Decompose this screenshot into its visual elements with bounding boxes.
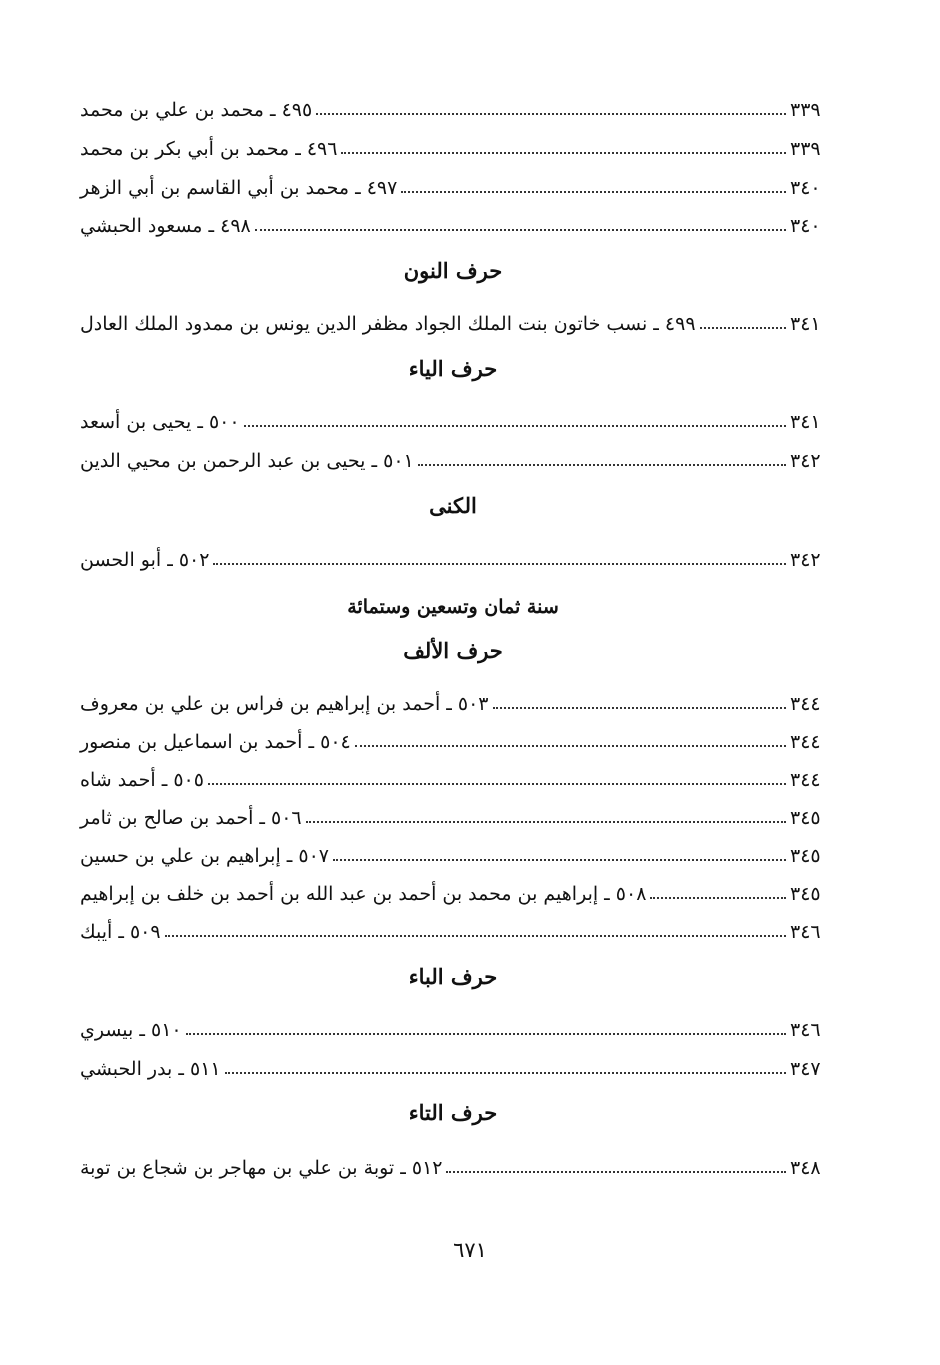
entry-page-number: ٣٣٩ bbox=[790, 99, 821, 121]
index-entry bbox=[76, 439, 830, 473]
entry-title: ٥٠٩ ـ أيبك bbox=[80, 921, 161, 943]
index-entry bbox=[76, 1146, 830, 1180]
section-heading: حرف التاء bbox=[408, 1100, 498, 1125]
index-entry bbox=[76, 758, 830, 792]
leader-dots bbox=[225, 1072, 786, 1074]
entry-page-number: ٣٤٢ bbox=[790, 549, 821, 571]
entry-page-number: ٣٣٩ bbox=[790, 138, 821, 160]
leader-dots bbox=[244, 425, 786, 427]
entry-title: ٥٠٤ ـ أحمد بن اسماعيل بن منصور bbox=[80, 731, 351, 753]
entry-title: ٤٩٥ ـ محمد بن علي بن محمد bbox=[80, 99, 313, 121]
leader-dots bbox=[341, 152, 786, 154]
entry-page-number: ٣٤٦ bbox=[790, 1019, 821, 1041]
entry-title: ٤٩٧ ـ محمد بن أبي القاسم بن أبي الزهر bbox=[80, 177, 398, 199]
entry-page-number: ٣٤٤ bbox=[790, 693, 821, 715]
entry-title: ٥١٢ ـ توبة بن علي بن مهاجر بن شجاع بن توبة bbox=[80, 1157, 443, 1179]
page-number-footer: ٦٧١ bbox=[453, 1238, 487, 1262]
entry-title: ٥٠٠ ـ يحيى بن أسعد bbox=[80, 411, 240, 433]
index-entry bbox=[76, 796, 830, 830]
leader-dots bbox=[333, 859, 786, 861]
leader-dots bbox=[650, 897, 786, 899]
year-heading: سنة ثمان وتسعين وستمائة bbox=[347, 596, 559, 618]
index-entry bbox=[76, 720, 830, 754]
entry-title: ٤٩٦ ـ محمد بن أبي بكر بن محمد bbox=[80, 138, 338, 160]
entry-title: ٤٩٨ ـ مسعود الحبشي bbox=[80, 215, 251, 237]
entry-page-number: ٣٤٠ bbox=[790, 177, 821, 199]
index-entry bbox=[76, 1008, 830, 1042]
entry-title: ٥١٠ ـ بيسري bbox=[80, 1019, 182, 1041]
section-heading: حرف الباء bbox=[408, 964, 498, 989]
leader-dots bbox=[316, 113, 786, 115]
entry-page-number: ٣٤٨ bbox=[790, 1157, 821, 1179]
leader-dots bbox=[700, 327, 786, 329]
leader-dots bbox=[446, 1171, 786, 1173]
entry-title: ٥٠٢ ـ أبو الحسن bbox=[80, 549, 210, 571]
entry-page-number: ٣٤٥ bbox=[790, 845, 821, 867]
entry-title: ٥٠٦ ـ أحمد بن صالح بن ثامر bbox=[80, 807, 302, 829]
leader-dots bbox=[355, 745, 786, 747]
leader-dots bbox=[493, 707, 786, 709]
leader-dots bbox=[418, 464, 786, 466]
entry-page-number: ٣٤١ bbox=[790, 411, 821, 433]
entry-title: ٥٠٥ ـ أحمد شاه bbox=[80, 769, 204, 791]
entry-page-number: ٣٤٠ bbox=[790, 215, 821, 237]
section-heading: حرف الألف bbox=[403, 638, 503, 663]
leader-dots bbox=[255, 229, 786, 231]
entry-title: ٤٩٩ ـ نسب خاتون بنت الملك الجواد مظفر الدين يونس بن ممدود الملك العادل bbox=[80, 313, 696, 335]
entry-page-number: ٣٤٤ bbox=[790, 769, 821, 791]
leader-dots bbox=[186, 1033, 786, 1035]
index-entry bbox=[76, 166, 830, 200]
index-entry bbox=[76, 872, 830, 906]
index-entry bbox=[76, 400, 830, 434]
index-entry bbox=[76, 682, 830, 716]
index-entry bbox=[76, 302, 830, 336]
section-heading: حرف الياء bbox=[408, 356, 498, 381]
leader-dots bbox=[306, 821, 786, 823]
index-entry bbox=[76, 204, 830, 238]
entry-page-number: ٣٤٦ bbox=[790, 921, 821, 943]
entry-title: ٥٠٧ ـ إبراهيم بن علي بن حسين bbox=[80, 845, 330, 867]
entry-page-number: ٣٤٧ bbox=[790, 1058, 821, 1080]
entry-title: ٥٠٨ ـ إبراهيم بن محمد بن أحمد بن عبد الله بن أحمد بن خلف بن إبراهيم bbox=[80, 883, 647, 905]
entry-title: ٥٠٣ ـ أحمد بن إبراهيم بن فراس بن علي بن معروف bbox=[80, 693, 489, 715]
leader-dots bbox=[165, 935, 786, 937]
entry-page-number: ٣٤١ bbox=[790, 313, 821, 335]
entry-page-number: ٣٤٢ bbox=[790, 450, 821, 472]
entry-page-number: ٣٤٥ bbox=[790, 807, 821, 829]
leader-dots bbox=[208, 783, 786, 785]
leader-dots bbox=[401, 191, 786, 193]
entry-title: ٥١١ ـ بدر الحبشي bbox=[80, 1058, 221, 1080]
index-entry bbox=[76, 1047, 830, 1081]
entry-title: ٥٠١ ـ يحيى بن عبد الرحمن بن محيي الدين bbox=[80, 450, 414, 472]
index-entry bbox=[76, 538, 830, 572]
index-entry bbox=[76, 834, 830, 868]
entry-page-number: ٣٤٤ bbox=[790, 731, 821, 753]
leader-dots bbox=[213, 563, 786, 565]
entry-page-number: ٣٤٥ bbox=[790, 883, 821, 905]
index-entry bbox=[76, 88, 830, 122]
section-heading: حرف النون bbox=[403, 258, 503, 283]
section-heading: الكنى bbox=[429, 493, 477, 518]
index-entry bbox=[76, 127, 830, 161]
index-entry bbox=[76, 910, 830, 944]
